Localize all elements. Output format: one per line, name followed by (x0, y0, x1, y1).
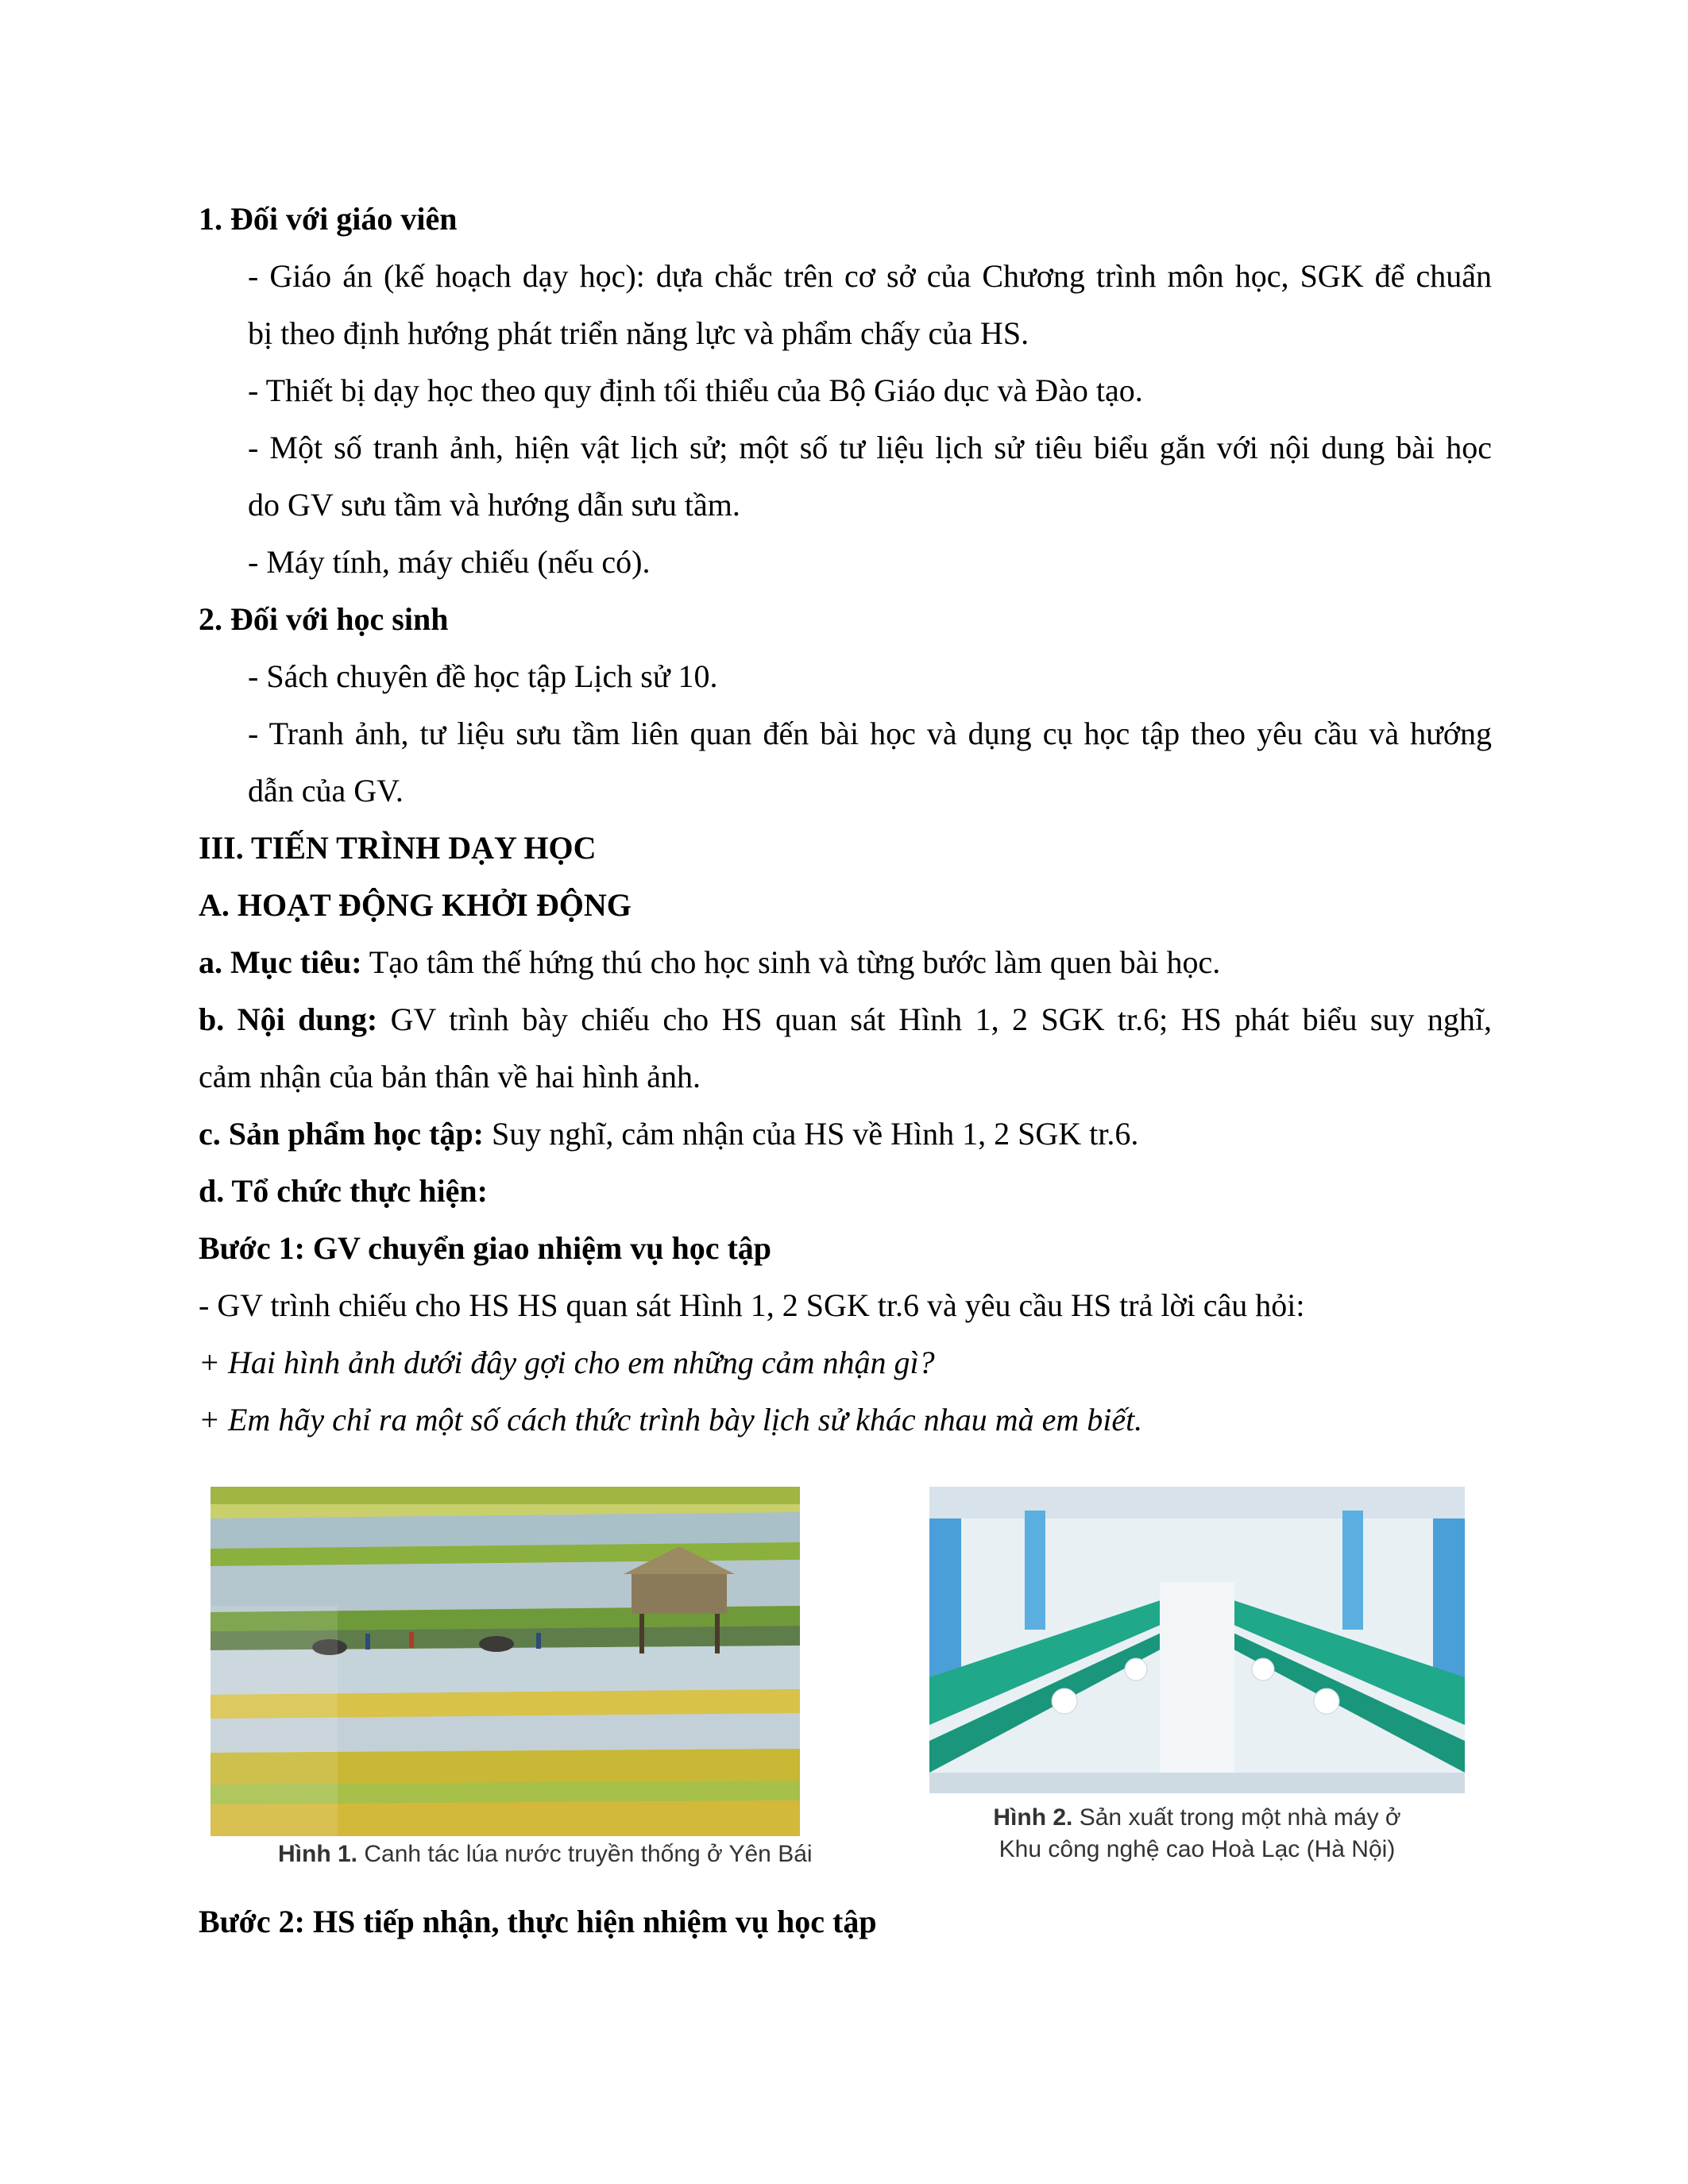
figure-2-caption-line2: Khu công nghệ cao Hoà Lạc (Hà Nội) (999, 1836, 1396, 1862)
objective-line (199, 943, 1220, 982)
content-text: GV trình bày chiếu cho HS quan sát Hình 1, 2 SGK tr.6; HS phát biểu suy nghĩ, (377, 1001, 1493, 1037)
section2-item: - Sách chuyên đề học tập Lịch sử 10. (248, 658, 718, 694)
figure-1-text: Canh tác lúa nước truyền thống ở Yên Bái (357, 1841, 813, 1867)
content-line-2: cảm nhận của bản thân về hai hình ảnh. (199, 1059, 701, 1094)
organization-heading: d. Tổ chức thực hiện: (199, 1173, 488, 1209)
activity-a-heading: A. HOẠT ĐỘNG KHỞI ĐỘNG (199, 887, 632, 923)
section1-item: - Giáo án (kế hoạch dạy học): dựa chắc trên cơ sở của Chương trình môn học, SGK để chuẩn (248, 258, 1492, 294)
question-2: + Em hãy chỉ ra một số cách thức trình bày lịch sử khác nhau mà em biết. (199, 1402, 1143, 1437)
section1-heading: 1. Đối với giáo viên (199, 201, 458, 237)
section1-item: - Một số tranh ảnh, hiện vật lịch sử; một số tư liệu lịch sử tiêu biểu gắn với nội dung bài học (248, 430, 1492, 465)
objective-text: Tạo tâm thế hứng thú cho học sinh và từng bước làm quen bài học. (361, 944, 1221, 980)
product-label: c. Sản phẩm học tập: (199, 1116, 484, 1152)
step1-heading: Bước 1: GV chuyển giao nhiệm vụ học tập (199, 1230, 772, 1266)
question-1: + Hai hình ảnh dưới đây gợi cho em những cảm nhận gì? (199, 1345, 935, 1380)
section1-item: bị theo định hướng phát triển năng lực và phẩm chấy của HS. (248, 315, 1029, 351)
figure-1-image (211, 1487, 800, 1836)
rice-terrace-illustration (211, 1487, 800, 1836)
step2-heading: Bước 2: HS tiếp nhận, thực hiện nhiệm vụ học tập (199, 1904, 877, 1939)
figure-2-image (929, 1487, 1465, 1793)
content-label: b. Nội dung: (199, 1001, 378, 1037)
content-line (199, 1001, 1492, 1039)
product-line (199, 1115, 1138, 1153)
step1-line: - GV trình chiếu cho HS HS quan sát Hình 1, 2 SGK tr.6 và yêu cầu HS trả lời câu hỏi: (199, 1287, 1305, 1323)
objective-label: a. Mục tiêu: (199, 944, 362, 980)
figure-2-text: Sản xuất trong một nhà máy ở (1072, 1804, 1401, 1831)
product-text: Suy nghĩ, cảm nhận của HS về Hình 1, 2 SGK tr.6. (483, 1116, 1139, 1152)
section3-heading: III. TIẾN TRÌNH DẠY HỌC (199, 830, 597, 866)
figure-1-label: Hình 1. (278, 1841, 358, 1867)
figure-2-label: Hình 2. (993, 1804, 1073, 1831)
factory-illustration (929, 1487, 1465, 1793)
section2-item: dẫn của GV. (248, 773, 404, 808)
section1-item: - Máy tính, máy chiếu (nếu có). (248, 544, 651, 580)
section1-item: do GV sưu tầm và hướng dẫn sưu tầm. (248, 487, 740, 523)
section2-item: - Tranh ảnh, tư liệu sưu tầm liên quan đến bài học và dụng cụ học tập theo yêu cầu và hướng (248, 716, 1492, 751)
figure-2-caption (929, 1804, 1465, 1831)
section2-heading: 2. Đối với học sinh (199, 601, 449, 637)
section1-item: - Thiết bị dạy học theo quy định tối thiểu của Bộ Giáo dục và Đào tạo. (248, 372, 1143, 408)
figure-1-caption (278, 1841, 813, 1868)
